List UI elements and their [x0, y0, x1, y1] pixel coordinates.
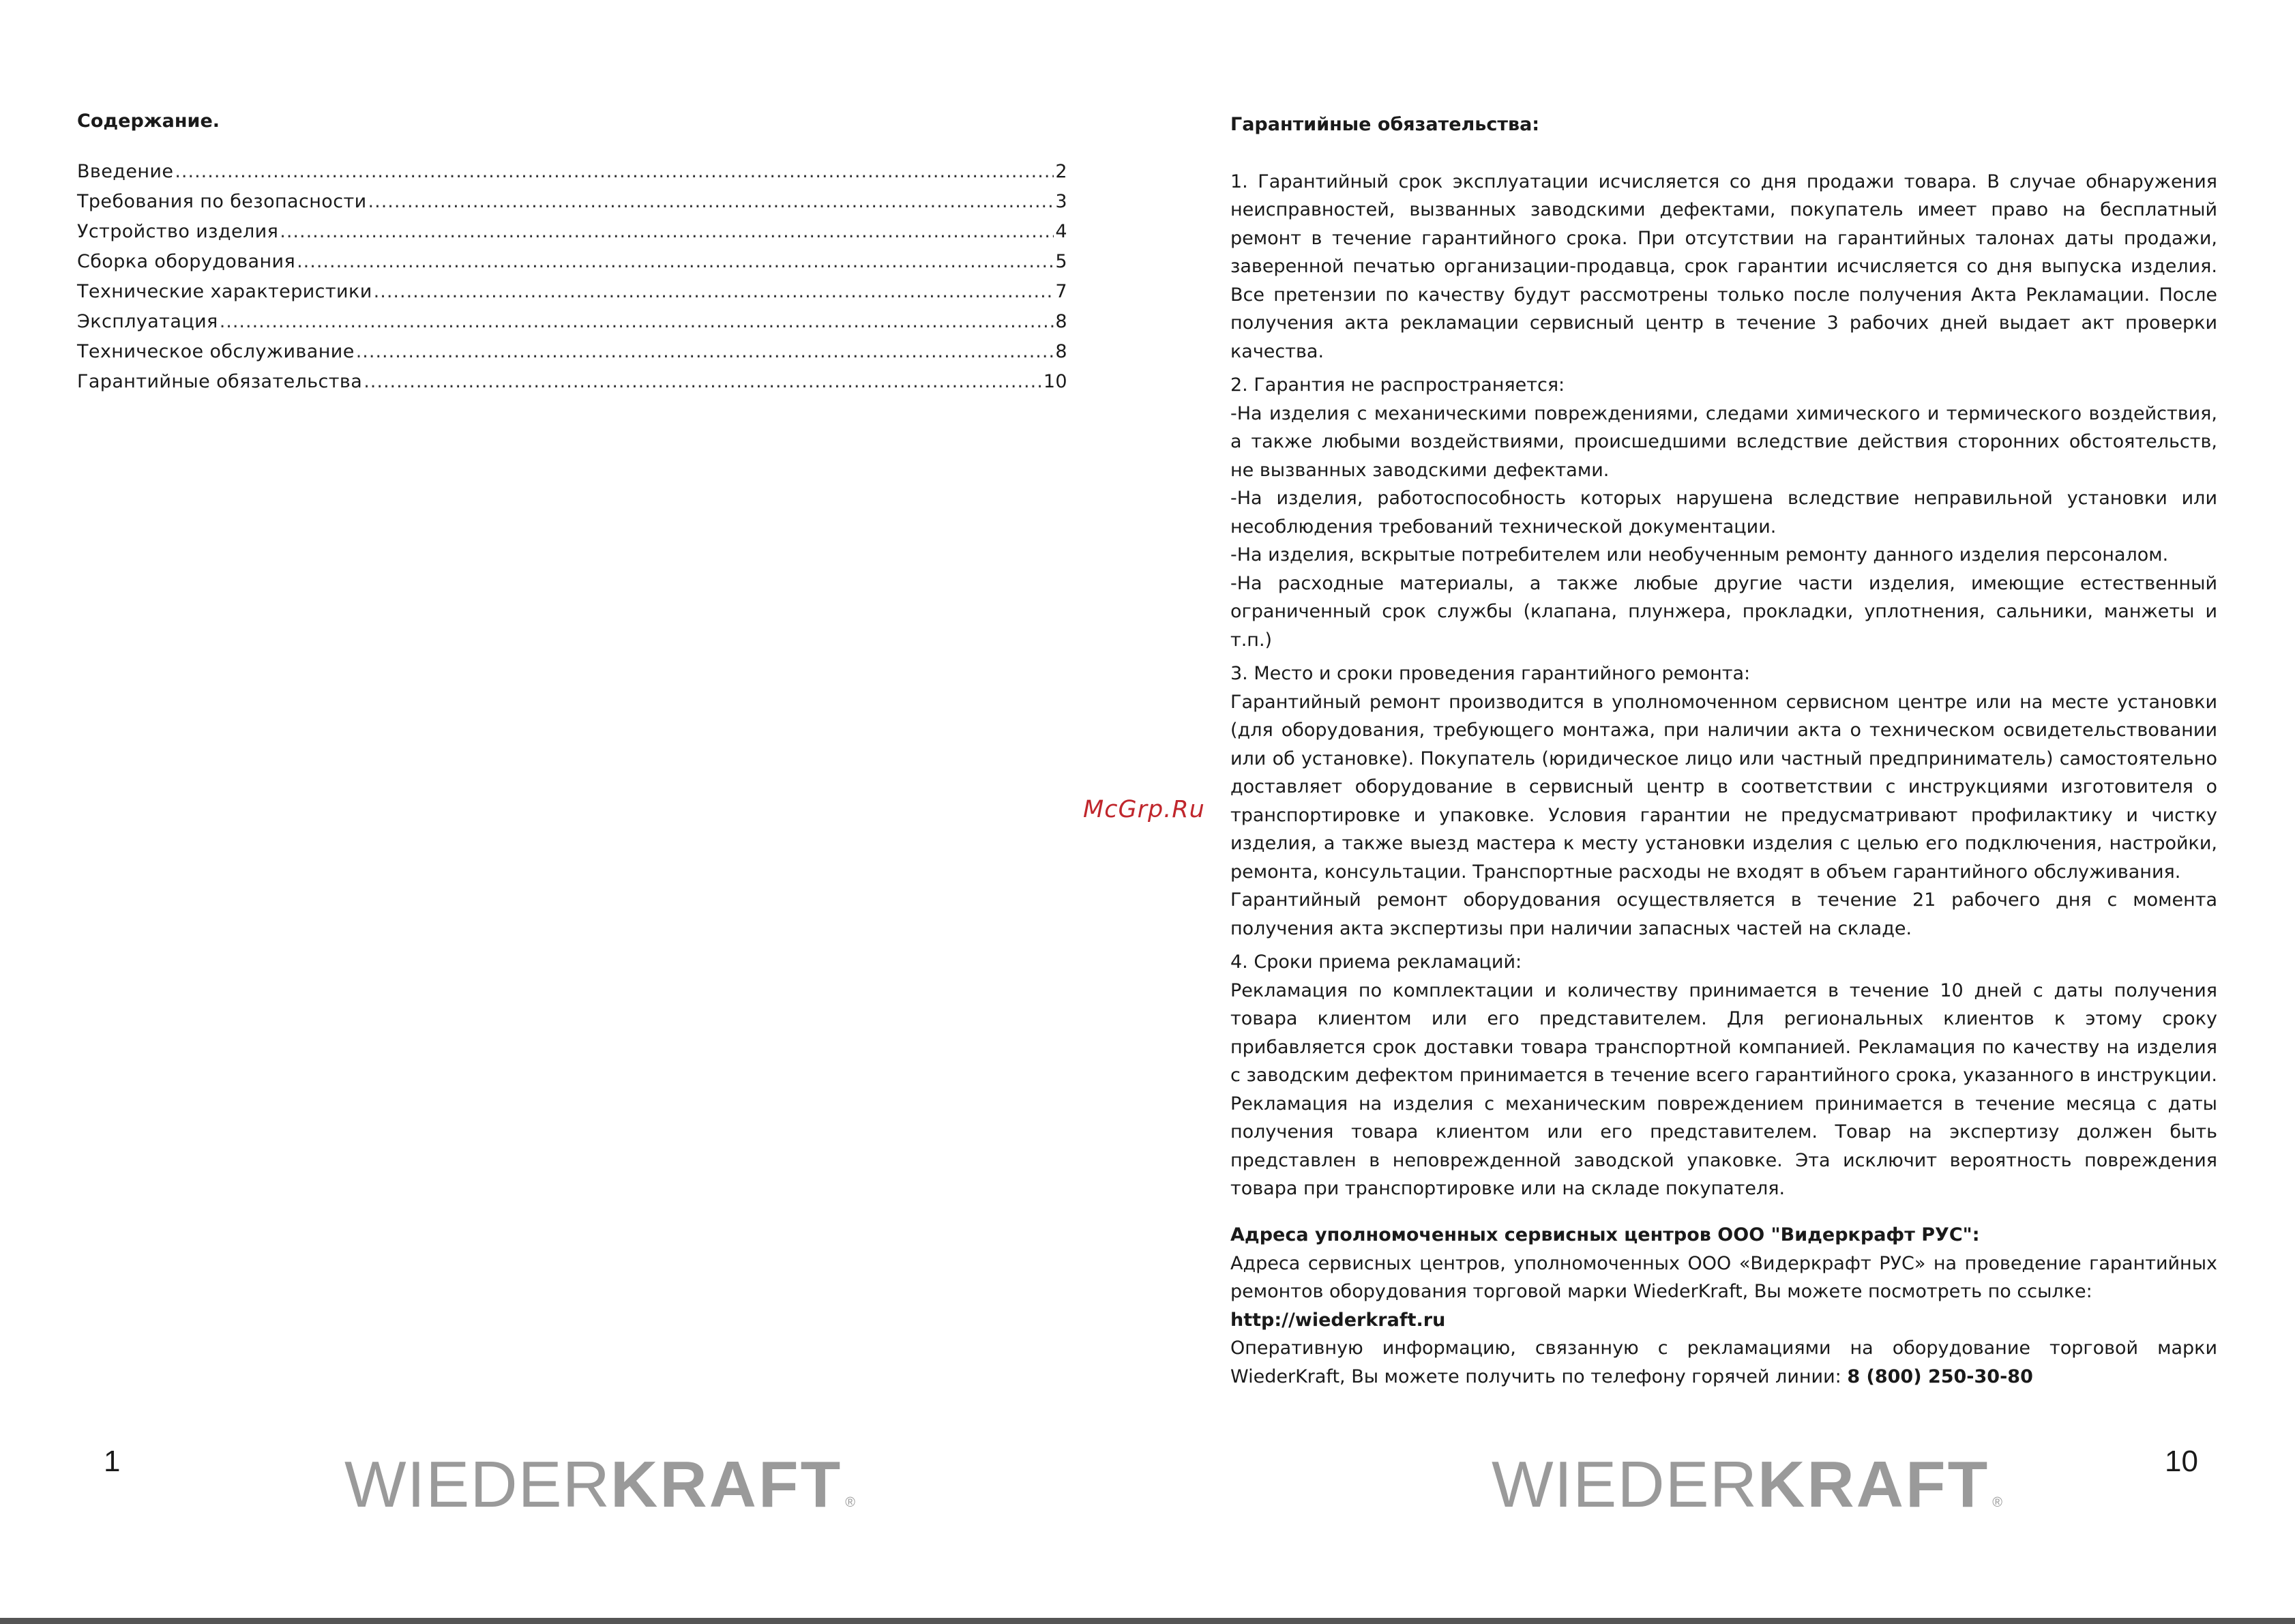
- page-number-right: 10: [2165, 1445, 2198, 1478]
- clause-4-paragraph: Рекламация по комплектации и количеству принимается в течение 10 дней с даты получения товара клиентом или его представителем. Для региональных клиентов к этому сроку прибавляется срок доставки товара транспортной компанией. Рекламация по качеству на изделия с заводским дефектом принимается в течение всего гарантийного срока, указанного в инструкции. Рекламация на изделия с механическим повреждением принимается в течение месяца с даты получения товара клиентом или его представителем. Товар на экспертизу должен быть представлен в неповрежденной заводской упаковке. Эта исключит вероятность повреждения товара при транспортировке или на складе покупателя.: [1230, 979, 2217, 1199]
- toc-item-page: 7: [1055, 281, 1067, 302]
- toc-item-page: 3: [1055, 191, 1067, 212]
- logo-wieder: WIEDER: [1492, 1448, 1758, 1521]
- toc-item-label: Гарантийные обязательства: [77, 371, 363, 392]
- toc-item-page: 5: [1055, 251, 1067, 272]
- toc-leader-dots: [364, 367, 1042, 397]
- hotline-text: [1230, 1334, 2217, 1391]
- wiederkraft-logo: [344, 1448, 856, 1521]
- toc-leader-dots: [356, 337, 1054, 367]
- service-link-line: [1230, 1306, 2217, 1335]
- warranty-clause-3: [1230, 660, 2217, 943]
- toc-item-label: Устройство изделия: [77, 221, 279, 242]
- registered-mark: ®: [1992, 1495, 2003, 1510]
- page-number-left: 1: [104, 1445, 121, 1478]
- service-centers-text: [1230, 1250, 2217, 1306]
- toc-item-label: Сборка оборудования: [77, 251, 296, 272]
- toc-item[interactable]: [77, 337, 1067, 367]
- service-text-2: Оперативную информацию, связанную с рекламациями на оборудование торговой марки WiederKraft, Вы можете получить по телефону горячей линии:: [1230, 1338, 2217, 1387]
- service-centers-title: Адреса уполномоченных сервисных центров ООО "Видеркрафт РУС":: [1230, 1224, 1980, 1245]
- clause-2-item: -На изделия с механическими повреждениями, следами химического и термического воздействия, а также любыми воздействиями, происшедшими вследствие действия сторонних обстоятельств, не вызванных заводскими дефектами.: [1230, 402, 2217, 481]
- toc-item[interactable]: [77, 367, 1067, 397]
- clause-2-item: -На изделия, вскрытые потребителем или необученным ремонту данного изделия персоналом.: [1230, 544, 2169, 565]
- logo-kraft: KRAFT: [610, 1448, 843, 1521]
- warranty-clause-2: [1230, 371, 2217, 654]
- service-text-1: Адреса сервисных центров, уполномоченных ООО «Видеркрафт РУС» на проведение гарантийных ремонтов оборудования торговой марки WiederKraft, Вы можете посмотреть по ссылке:: [1230, 1252, 2217, 1302]
- toc-item-page: 4: [1055, 221, 1067, 242]
- toc-item-page: 8: [1055, 311, 1067, 332]
- toc-item[interactable]: [77, 217, 1067, 247]
- toc-leader-dots: [175, 157, 1054, 187]
- service-centers-block: [1230, 1221, 2217, 1391]
- toc-item-label: Техническое обслуживание: [77, 341, 355, 362]
- toc-item[interactable]: [77, 157, 1067, 187]
- clause-3-paragraph: Гарантийный ремонт производится в уполномоченном сервисном центре или на месте установки (для оборудования, требующего монтажа, при наличии акта о техническом освидетельствовании или об установке). Покупатель (юридическое лицо или частный предприниматель) самостоятельно доставляет оборудование в сервисный центр в соответствии с инструкциями изготовителя о транспортировке и упаковке. Условия гарантии не предусматривают профилактику и чистку изделия, а также выезд мастера к месту установки изделия с целью его подключения, настройки, ремонта, консультации. Транспортные расходы не входят в объем гарантийного обслуживания.: [1230, 691, 2217, 883]
- toc-leader-dots: [368, 187, 1054, 217]
- toc-item[interactable]: [77, 187, 1067, 217]
- watermark: McGrp.Ru: [1083, 796, 1205, 823]
- toc-item-page: 10: [1043, 371, 1067, 392]
- logo-kraft: KRAFT: [1758, 1448, 1990, 1521]
- table-of-contents: [77, 157, 1067, 397]
- wiederkraft-logo: [1492, 1448, 2003, 1521]
- warranty-clause-1: [1230, 168, 2217, 366]
- service-link[interactable]: http://wiederkraft.ru: [1230, 1309, 1446, 1331]
- toc-item-label: Требования по безопасности: [77, 191, 367, 212]
- clause-4-title: 4. Сроки приема рекламаций:: [1230, 951, 1522, 973]
- clause-2-item: -На расходные материалы, а также любые другие части изделия, имеющие естественный ограниченный срок службы (клапана, плунжера, прокладки, уплотнения, сальники, манжеты и т.п.): [1230, 572, 2217, 651]
- toc-leader-dots: [220, 307, 1054, 337]
- toc-item[interactable]: [77, 277, 1067, 307]
- toc-item[interactable]: [77, 307, 1067, 337]
- warranty-title: Гарантийные обязательства:: [1230, 114, 1540, 135]
- toc-item-label: Введение: [77, 161, 174, 182]
- toc-leader-dots: [297, 247, 1054, 277]
- clause-1-text: 1. Гарантийный срок эксплуатации исчисляется со дня продажи товара. В случае обнаружения неисправностей, вызванных заводскими дефектами, покупатель имеет право на бесплатный ремонт в течение гарантийного срока. При отсутствии на гарантийных талонах даты продажи, заверенной печатью организации-продавца, срок гарантии исчисляется со дня выпуска изделия. Все претензии по качеству будут рассмотрены только после получения Акта Рекламации. После получения акта рекламации сервисный центр в течение 3 рабочих дней выдает акт проверки качества.: [1230, 171, 2217, 362]
- toc-leader-dots: [280, 217, 1054, 247]
- registered-mark: ®: [845, 1495, 856, 1510]
- clause-2-title: 2. Гарантия не распространяется:: [1230, 374, 1565, 396]
- clause-2-item: -На изделия, работоспособность которых нарушена вследствие неправильной установки или несоблюдения требований технической документации.: [1230, 488, 2217, 537]
- toc-item-label: Технические характеристики: [77, 281, 372, 302]
- right-page: [1147, 0, 2295, 1624]
- toc-item[interactable]: [77, 247, 1067, 277]
- toc-title: Содержание.: [77, 110, 220, 132]
- toc-leader-dots: [374, 277, 1054, 307]
- warranty-section: [1230, 110, 2217, 1209]
- clause-3-paragraph: Гарантийный ремонт оборудования осуществляется в течение 21 рабочего дня с момента получения акта экспертизы при наличии запасных частей на складе.: [1230, 889, 2217, 939]
- left-page: [0, 0, 1147, 1624]
- bottom-border: [0, 1618, 2295, 1624]
- warranty-clause-4: [1230, 948, 2217, 1203]
- toc-item-page: 8: [1055, 341, 1067, 362]
- toc-item-label: Эксплуатация: [77, 311, 218, 332]
- clause-3-title: 3. Место и сроки проведения гарантийного ремонта:: [1230, 663, 1751, 684]
- toc-item-page: 2: [1055, 161, 1067, 182]
- logo-wieder: WIEDER: [344, 1448, 610, 1521]
- hotline-phone[interactable]: 8 (800) 250-30-80: [1847, 1365, 2033, 1387]
